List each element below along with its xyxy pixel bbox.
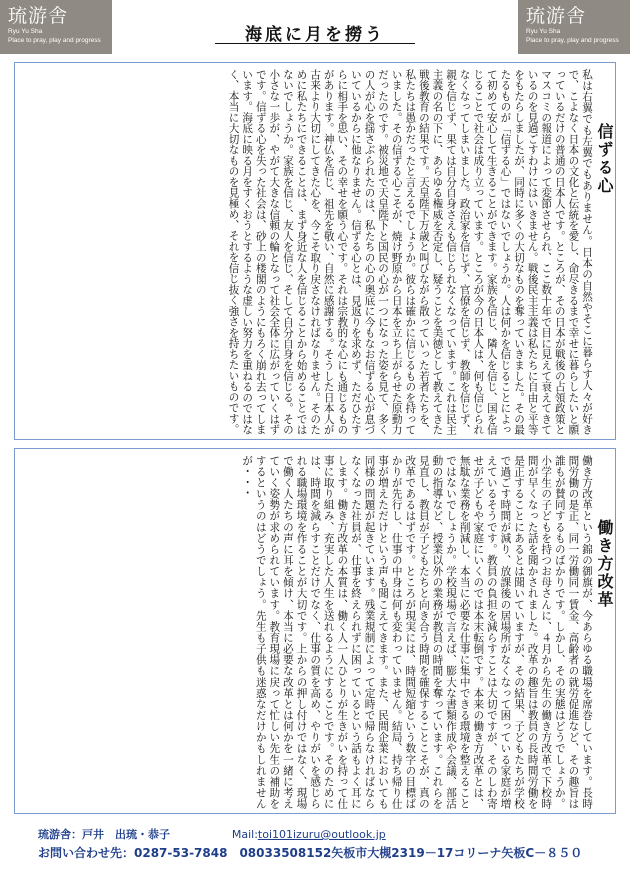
title-underline	[215, 43, 415, 44]
logo-tagline: Place to pray, play and progress	[526, 37, 619, 44]
mail-label: Mail:	[231, 828, 258, 841]
footer-org: 琉游舎：戸井 出琉・恭子	[38, 828, 170, 841]
section-shinzuru-kokoro	[14, 62, 616, 440]
mail-link[interactable]: toi101izuru@outlook.jp	[257, 828, 386, 841]
logo-subtitle: Ryu Yu Sha	[8, 28, 43, 35]
logo-right	[518, 0, 630, 54]
section-body: 働き方改革という錦の御旗が、今あらゆる職場を席巻しています。長時間労働の是正、同一労働同一賃金、高齢者の就労促進など、その趣旨は誰もが賛同するものばかりです。しかし、その実態はどうでしょうか。小学生の子どもを持つお母さんに、４月から先生の働き方改革で下校時間が早くなった話を聞かされました。改革の趣旨は教員の長時間労働を是正することにあるとは聞いていますが、その結果、子どもたちが学校で過ごす時間が減り、放課後の居場所がなくなって困っている家庭が増えているそうです。教員の負担を減らすことは大切ですが、そのしわ寄せが子どもや家庭にいくのでは本末転倒です。本来の働き方改革とは、無駄な業務を削減し、本当に必要な仕事に集中できる環境を整えることではないでしょうか。学校現場で言えば、膨大な書類作成や会議、部活動の指導など、授業以外の業務が教員の時間を奪っています。これらを見直し、教員が子どもたちと向き合う時間を確保することこそが、真の改革であるはずです。ところが現実には、時間短縮という数字の目標ばかりが先行し、仕事の中身は何も変わっていません。結局、持ち帰り仕事が増えただけという声も聞こえてきます。また、民間企業においても同様の問題が起きています。残業規制によって定時で帰らなければならなくなった社員が、仕事を終えられずに困っているという話もよく耳にします。働き方改革の本質は、働く人一人ひとりが生きがいを持って仕事に取り組み、充実した人生を送れるようにすることです。そのためには、時間を減らすことだけでなく、仕事の質を高め、やりがいを感じられる職場環境を作ることが大切です。上からの押し付けではなく、現場で働く人たちの声に耳を傾け、本当に必要な改革とは何かを一緒に考えていく姿勢が求められています。教育現場に戻って忙しい先生の補助をするというのはどうでしょう。先生も子供も迷惑なだけかもしれませんが・・・	[241, 455, 593, 809]
logo-name: 琉游舎	[526, 5, 587, 27]
section-heading: 信ずる心	[595, 123, 614, 195]
footer-row-org	[38, 826, 618, 844]
logo-name: 琉游舎	[8, 5, 69, 27]
logo-subtitle: Ryu Yu Sha	[526, 28, 561, 35]
section-hatarakikata-kaikaku	[14, 448, 616, 814]
footer	[38, 826, 618, 861]
footer-contact: お問い合わせ先：0287-53-7848 08033508152矢板市大槻2319－17コリーナ矢板C－８５０	[38, 846, 583, 860]
page-title: 海底に月を撈う	[245, 25, 385, 45]
logo-tagline: Place to pray, play and progress	[8, 37, 101, 44]
logo-left	[0, 0, 112, 54]
section-heading: 働き方改革	[595, 519, 614, 609]
section-body: 私は右翼でも左翼でもありません。日本の自然やそこに暮らす人々が好きで、こよなく日本の文化と伝統を愛し、命尽きるまで幸せに暮らしたいと願っているだけの普通の日本人です。ところが、その日本が戦後の占領政策とマスコミの報道によって変節させられ、ここ数十年で目に見えて衰えてきているのを見過ごすわけにはいきません。戦後民主主義は私たちに自由と平等をもたらしましたが、同時に多くの大切なものを奪っていきました。その最たるものが「信ずる心」ではないでしょうか。人は何かを信じることによって初めて安心して生きることができます。家族を信じ、隣人を信じ、国を信じることで社会は成り立っています。ところが今の日本人は、何も信じられなくなってしまいました。政治家を信じず、官僚を信じず、教師を信じず、親を信じず、果ては自分自身さえも信じられなくなっています。これは民主主義の名の下に、あらゆる権威を否定し、疑うことを美徳として教えてきた戦後教育の結果です。天皇陛下万歳と叫びながら散っていった若者たちを、私たちは愚かだったと言えるでしょうか。彼らは確かに信じるものを持っていました。その信ずる心こそが、焼け野原から日本を立ち上がらせた原動力だったのです。被災地で天皇陛下と国民の心が一つになった姿を見て、多くの人が心を揺さぶられたのは、私たちの心の奥底に今もなお信ずる心が息づいているからに他なりません。信ずる心とは、見返りを求めず、ただひたすらに相手を思い、その幸せを願う心です。それは宗教的な心にも通じるものがあります。神仏を信じ、祖先を敬い、自然に感謝する。そうした日本人が古来より大切にしてきた心を、今こそ取り戻さなければなりません。そのために私たちにできることは、まず身近な人を信じることから始めることではないでしょうか。家族を信じ、友人を信じ、そして自分自身を信じる。その小さな一歩が、やがて大きな信頼の輪となって社会全体に広がっていくはずです。信ずる心を失った社会は、砂上の楼閣のようにもろく崩れ去ってしまいます。海底に映る月をすくおうとするような虚しい努力を重ねるのではなく、本当に大切なものを見極め、それを信じ抜く強さを持ちたいものです。	[227, 69, 593, 435]
